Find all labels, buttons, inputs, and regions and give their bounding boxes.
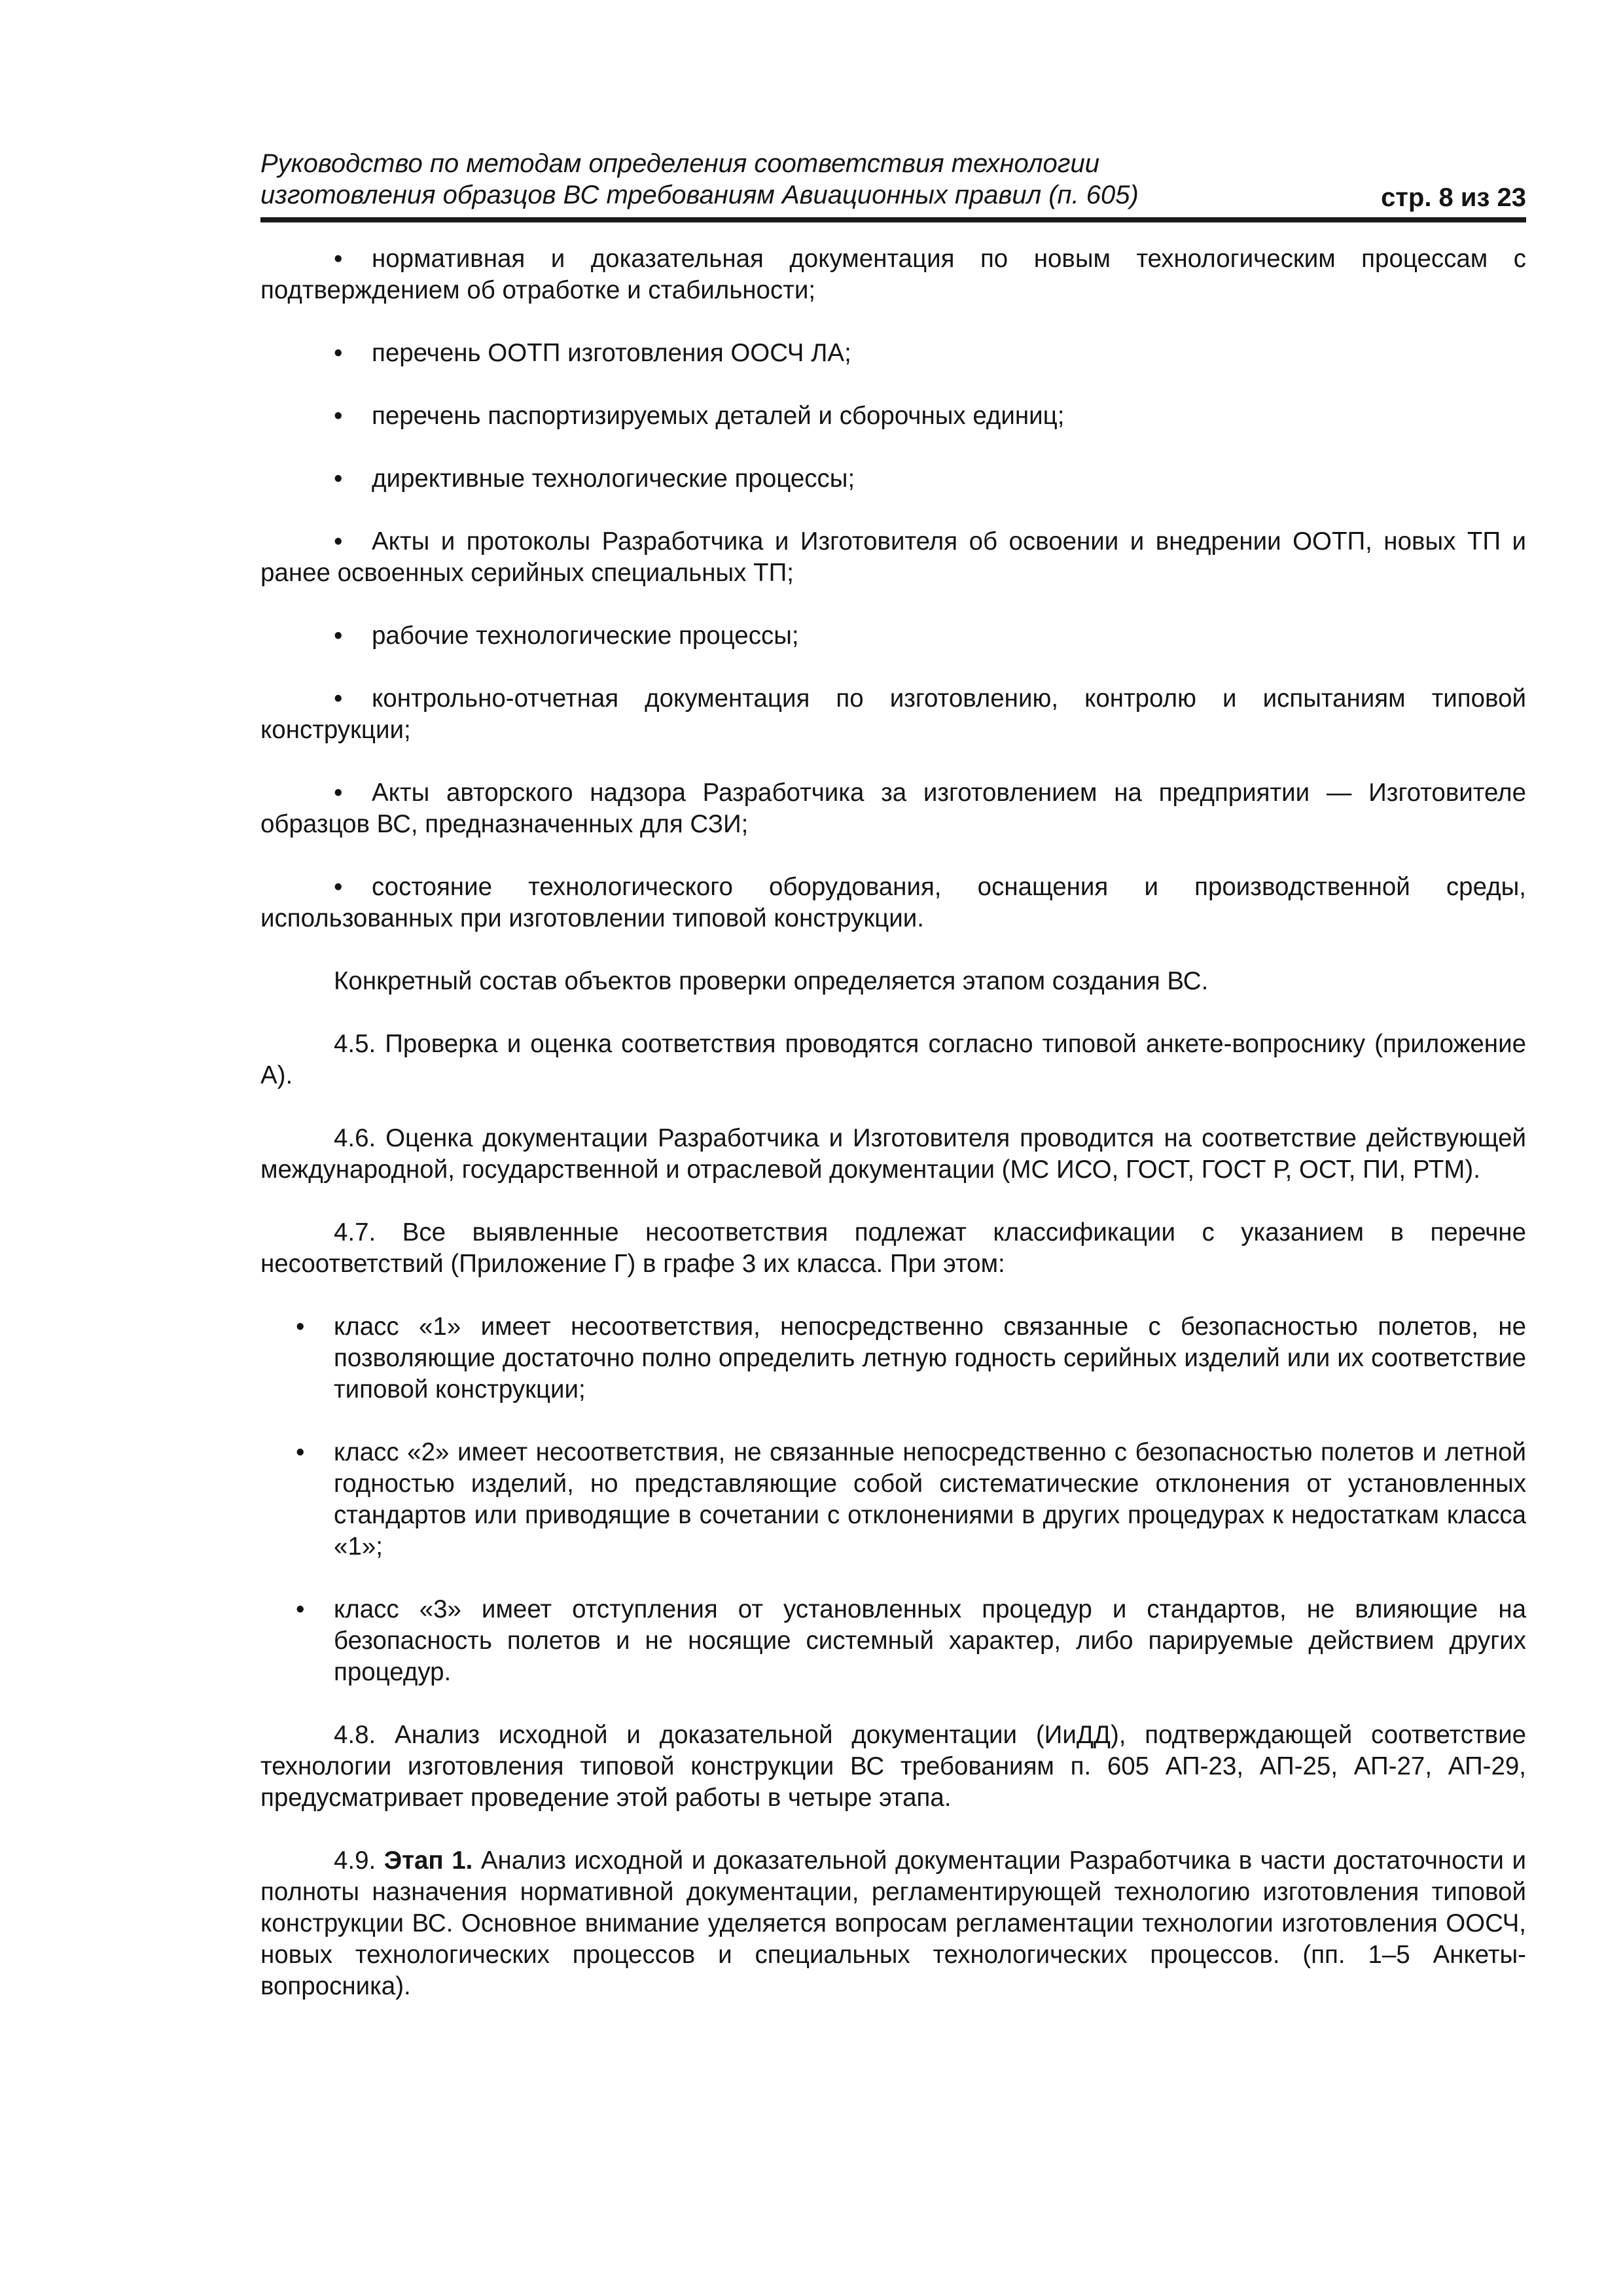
header-title-line-1: Руководство по методам определения соответствия технологии [260,149,1099,178]
class-3-item [260,1594,1526,1688]
bullet-glyph: • [296,1313,305,1341]
paragraph-4-5: 4.5. Проверка и оценка соответствия проводятся согласно типовой анкете-вопроснику (приложение А). [260,1030,1526,1089]
bullet-text: Акты и протоколы Разработчика и Изготовителя об освоении и внедрении ООТП, новых ТП и ранее освоенных серийных специальных ТП; [260,527,1526,587]
bullet-glyph: • [334,339,343,367]
paragraph-4-9-number: 4.9. [334,1846,376,1875]
bullet-glyph: • [334,779,343,807]
bullet-text: нормативная и доказательная документация по новым технологическим процессам с подтверждением об отработке и стабильности; [260,245,1526,304]
stage-1-label: Этап 1. [383,1846,473,1875]
bullet-text: перечень ООТП изготовления ООСЧ ЛА; [372,339,851,367]
page-number: стр. 8 из 23 [1381,183,1526,212]
bullet-glyph: • [334,873,343,901]
bullet-text: перечень паспортизируемых деталей и сборочных единиц; [372,402,1065,430]
bullet-item [260,338,1526,369]
bullet-item [260,620,1526,652]
bullet-text: директивные технологические процессы; [372,465,855,493]
paragraph-4-9-text: Анализ исходной и доказательной документации Разработчика в части достаточности и полноты назначения нормативной документации, регламентирующей технологию изготовления типовой конструкции ВС. Основное внимание уделяется вопросам регламентации технологии изготовления ООСЧ, новых технологических процессов и специальных технологических процессов. (пп. 1–5 Анкеты-вопросника). [260,1846,1526,2000]
class-1-text: класс «1» имеет несоответствия, непосредственно связанные с безопасностью полетов, не позволяющие достаточно полно определить летную годность серийных изделий или их соответствие типовой конструкции; [334,1313,1526,1404]
bullet-glyph: • [334,465,343,493]
paragraph-4-6: 4.6. Оценка документации Разработчика и Изготовителя проводится на соответствие действующей международной, государственной и отраслевой документации (МС ИСО, ГОСТ, ГОСТ Р, ОСТ, ПИ, РТМ). [260,1124,1526,1184]
bullet-item [260,463,1526,495]
bullet-item [260,526,1526,589]
paragraph-4-8: 4.8. Анализ исходной и доказательной документации (ИиДД), подтверждающей соответствие технологии изготовления типовой конструкции ВС требованиям п. 605 АП-23, АП-25, АП-27, АП-29, предусматривает проведение этой работы в четыре этапа. [260,1721,1526,1812]
running-header [260,148,1526,225]
bullet-glyph: • [334,402,343,430]
bullet-glyph: • [296,1595,305,1623]
class-1-item [260,1311,1526,1405]
document-body [260,243,1526,2002]
bullet-glyph: • [334,684,343,713]
bullet-item [260,777,1526,840]
bullet-item [260,243,1526,306]
class-3-text: класс «3» имеет отступления от установленных процедур и стандартов, не влияющие на безопасность полетов и не носящие системный характер, либо парируемые действием других процедур. [334,1595,1526,1686]
bullet-item [260,400,1526,432]
header-rule [260,217,1526,222]
bullet-glyph: • [334,622,343,650]
header-title-line-2: изготовления образцов ВС требованиям Авиационных правил (п. 605) [260,181,1139,209]
bullet-text: Акты авторского надзора Разработчика за изготовлением на предприятии — Изготовителе образцов ВС, предназначенных для СЗИ; [260,779,1526,838]
bullet-text: состояние технологического оборудования, оснащения и производственной среды, использованных при изготовлении типовой конструкции. [260,873,1526,932]
bullet-text: контрольно-отчетная документация по изготовлению, контролю и испытаниям типовой конструкции; [260,684,1526,744]
bullet-item [260,683,1526,746]
class-2-item [260,1437,1526,1563]
paragraph-4-7: 4.7. Все выявленные несоответствия подлежат классификации с указанием в перечне несоответствий (Приложение Г) в графе 3 их класса. При этом: [260,1218,1526,1278]
paragraph-4-9 [260,1845,1526,2002]
bullet-glyph: • [334,527,343,556]
bullet-glyph: • [334,245,343,273]
class-2-text: класс «2» имеет несоответствия, не связанные непосредственно с безопасностью полетов и летной годностью изделий, но представляющие собой систематические отклонения от установленных стандартов или приводящие в сочетании с отклонениями в других процедурах к недостаткам класса «1»; [334,1438,1526,1561]
header-title [260,148,1308,211]
bullet-glyph: • [296,1438,305,1466]
bullet-item [260,872,1526,934]
bullet-text: рабочие технологические процессы; [372,622,799,650]
paragraph-concrete-scope: Конкретный состав объектов проверки определяется этапом создания ВС. [334,967,1209,995]
